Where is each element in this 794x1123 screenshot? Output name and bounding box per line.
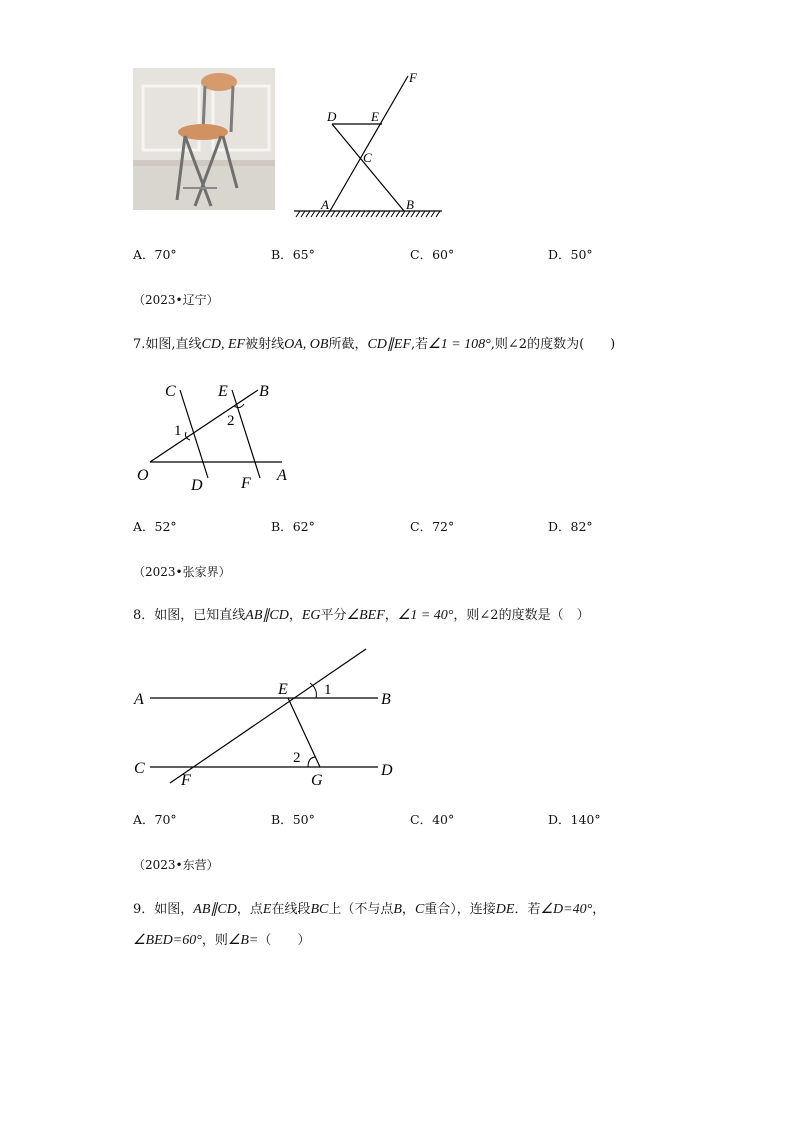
q7-ray-ob — [150, 390, 258, 462]
q6-option-d[interactable] — [548, 246, 593, 264]
q7-math-rays: OA, OB — [284, 337, 329, 352]
q9-text-10: （ ） — [258, 933, 311, 948]
q8-option-c-letter: C． — [410, 812, 433, 827]
q7-stem — [133, 336, 615, 354]
q6-geometry-figure — [290, 68, 450, 220]
q8-math-angle1: ∠1 = 40° — [397, 608, 454, 623]
q7-label-d: D — [191, 477, 203, 494]
q8-option-c-value: 40° — [432, 812, 455, 827]
q7-math-parallel: CD∥EF — [367, 337, 412, 352]
q8-label-1: 1 — [324, 682, 332, 698]
q7-option-b-value: 62° — [292, 519, 315, 534]
q9-text-7: ．若 — [514, 902, 541, 917]
q9-math-de: DE — [495, 902, 515, 917]
q6-label-a: A — [321, 197, 329, 212]
q8-stem — [133, 607, 590, 625]
q9-math-bc: BC — [310, 902, 329, 917]
q6-option-d-letter: D． — [548, 247, 571, 262]
q8-text-4: ， — [384, 608, 398, 623]
q8-transversal — [170, 649, 366, 783]
q7-option-c-letter: C． — [410, 519, 433, 534]
q7-text-4: ,若 — [411, 337, 429, 352]
q8-label-2: 2 — [293, 750, 301, 766]
q6-option-c-value: 60° — [432, 247, 455, 262]
q8-text-2: ， — [288, 608, 302, 623]
q9-text-4: 上（不与点 — [328, 902, 394, 917]
q7-label-o: O — [137, 467, 149, 484]
q8-label-e: E — [278, 681, 288, 698]
q9-stem-line1 — [133, 901, 605, 919]
q8-source: （2023•张家界） — [133, 565, 231, 579]
q6-label-b: B — [406, 197, 414, 212]
q9-number: 9． — [133, 902, 155, 917]
chair-photo — [133, 68, 275, 210]
q7-text-3: 所截， — [328, 337, 368, 352]
q9-math-angle-bed: ∠BED=60° — [133, 933, 202, 948]
q6-label-c: C — [363, 150, 372, 165]
q6-option-b-letter: B． — [271, 247, 293, 262]
q9-text-8: ， — [592, 902, 606, 917]
q6-option-a-letter: A． — [133, 247, 155, 262]
q9-stem-line2 — [133, 932, 310, 950]
q8-math-parallel: AB∥CD — [245, 608, 289, 623]
q7-source: （2023•辽宁） — [133, 293, 219, 307]
q8-option-d-letter: D． — [548, 812, 571, 827]
q7-math-lines: CD, EF — [201, 337, 246, 352]
q8-label-b: B — [381, 691, 391, 708]
q7-label-a: A — [277, 467, 287, 484]
q6-option-a-value: 70° — [154, 247, 177, 262]
q9-text-3: 在线段 — [271, 902, 311, 917]
q7-option-d-value: 82° — [570, 519, 593, 534]
chair-photo-drawing — [133, 68, 275, 210]
q6-label-f: F — [409, 70, 417, 85]
q7-label-c: C — [165, 383, 176, 400]
q8-option-d[interactable] — [548, 811, 601, 829]
q8-math-angle-bef: ∠BEF — [346, 608, 385, 623]
q7-option-a[interactable] — [133, 518, 177, 536]
q6-line-db — [332, 124, 404, 211]
q8-text-3: 平分 — [320, 608, 347, 623]
q8-label-c: C — [134, 760, 145, 777]
q6-option-a[interactable] — [133, 246, 177, 264]
q7-option-c-value: 72° — [432, 519, 455, 534]
q7-option-d[interactable] — [548, 518, 593, 536]
q8-option-a-value: 70° — [154, 812, 177, 827]
q7-option-c[interactable] — [410, 518, 454, 536]
q9-text-1: 如图， — [154, 902, 194, 917]
q8-angle-1-arc — [310, 683, 316, 698]
q7-math-angle1: ∠1 = 108° — [428, 337, 491, 352]
q8-label-g: G — [311, 772, 323, 789]
q8-math-eg: EG — [301, 608, 321, 623]
q8-option-d-value: 140° — [570, 812, 601, 827]
q7-line-cd — [180, 390, 208, 478]
q7-option-d-letter: D． — [548, 519, 571, 534]
q9-text-6: 重合），连接 — [424, 902, 496, 917]
q9-math-angle-b: ∠B= — [227, 933, 259, 948]
q7-option-b-letter: B． — [271, 519, 293, 534]
q7-text-2: 被射线 — [245, 337, 285, 352]
q8-label-d: D — [381, 762, 393, 779]
q9-math-parallel: AB∥CD — [193, 902, 237, 917]
q8-number: 8． — [133, 608, 155, 623]
q6-ground — [294, 211, 442, 217]
q6-line-af — [330, 76, 408, 211]
q7-option-b[interactable] — [271, 518, 315, 536]
q8-figure — [128, 645, 408, 795]
q8-label-a: A — [134, 691, 144, 708]
q6-label-d: D — [327, 109, 337, 124]
q9-text-9: ，则 — [201, 933, 228, 948]
q9-math-angle-d: ∠D=40° — [540, 902, 593, 917]
q7-label-b: B — [259, 383, 269, 400]
q7-label-1: 1 — [174, 423, 182, 439]
q8-option-a-letter: A． — [133, 812, 155, 827]
q8-text-1: 如图，已知直线 — [154, 608, 246, 623]
q8-angle-2-arc — [308, 757, 316, 767]
q8-text-5: ，则∠2的度数是（ ） — [453, 608, 590, 623]
q7-figure — [130, 376, 300, 496]
q9-text-5: ， — [401, 902, 415, 917]
q8-option-b[interactable] — [271, 811, 315, 829]
q6-option-c-letter: C． — [410, 247, 433, 262]
q6-label-e: E — [371, 109, 379, 124]
q7-label-f: F — [241, 475, 251, 492]
q9-math-c: C — [414, 902, 425, 917]
q7-option-a-letter: A． — [133, 519, 155, 534]
q8-label-f: F — [181, 772, 191, 789]
q7-number: 7. — [133, 337, 146, 352]
q9-text-2: ，点 — [236, 902, 263, 917]
q9-math-b: B — [393, 902, 402, 917]
q8-option-b-letter: B． — [271, 812, 293, 827]
q8-option-a[interactable] — [133, 811, 177, 829]
q9-math-e: E — [262, 902, 272, 917]
q8-option-b-value: 50° — [292, 812, 315, 827]
q7-text-5: ,则∠2的度数为( ) — [490, 337, 616, 352]
q6-option-c[interactable] — [410, 246, 454, 264]
q7-option-a-value: 52° — [154, 519, 177, 534]
q7-text-1: 如图,直线 — [145, 337, 202, 352]
q9-source: （2023•东营） — [133, 858, 219, 872]
q8-option-c[interactable] — [410, 811, 454, 829]
q7-label-e: E — [218, 383, 228, 400]
q7-line-ef — [232, 390, 260, 478]
q7-label-2: 2 — [227, 413, 235, 429]
q6-option-b-value: 65° — [292, 247, 315, 262]
q6-option-d-value: 50° — [570, 247, 593, 262]
q6-option-b[interactable] — [271, 246, 315, 264]
